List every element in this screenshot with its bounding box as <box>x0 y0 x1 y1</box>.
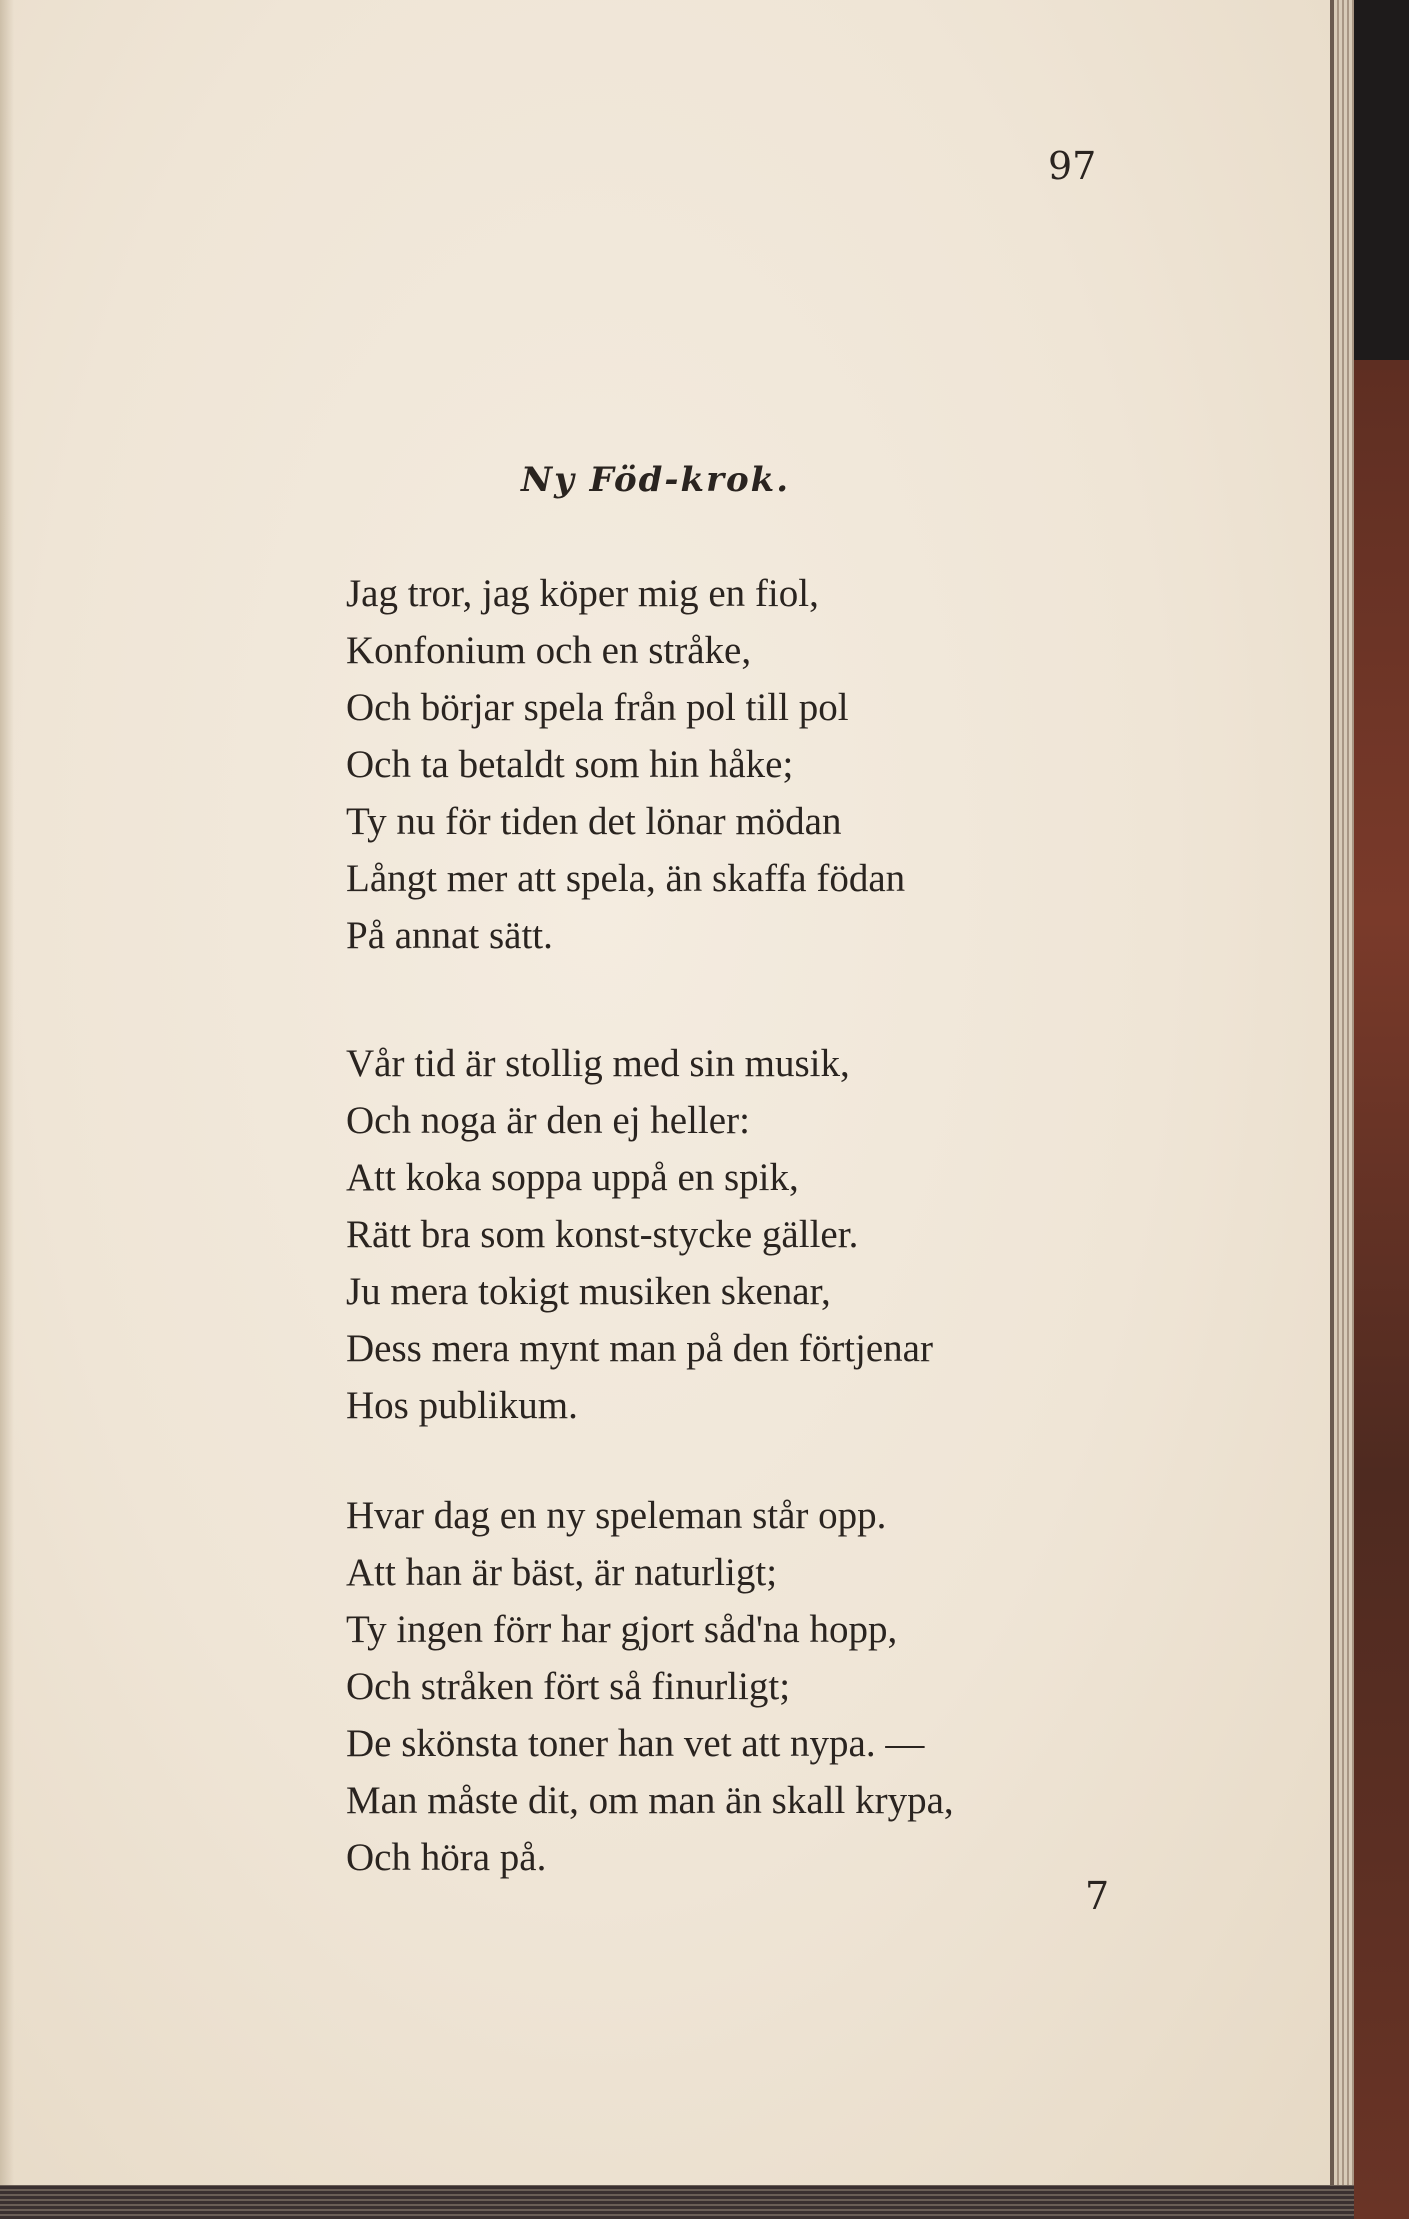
poem-line: Att han är bäst, är naturligt; <box>346 1551 778 1594</box>
poem-line: Rätt bra som konst-stycke gäller. <box>346 1213 859 1256</box>
poem-line: Och noga är den ej heller: <box>346 1099 750 1142</box>
stanza-3 <box>346 1487 1146 1886</box>
book-bottom-edge <box>0 2185 1354 2219</box>
page-edges <box>1334 0 1354 2219</box>
stanza-2 <box>346 1035 1146 1434</box>
page-gutter-shadow <box>0 0 14 2185</box>
poem-line: På annat sätt. <box>346 914 553 957</box>
poem-line: Hvar dag en ny speleman står opp. <box>346 1494 887 1537</box>
poem-title: Ny Föd-krok. <box>521 460 791 500</box>
signature-mark: 7 <box>1085 1874 1110 1918</box>
poem-line: Och stråken fört så finurligt; <box>346 1665 791 1708</box>
poem-line: Jag tror, jag köper mig en fiol, <box>346 572 819 615</box>
poem-line: Och ta betaldt som hin håke; <box>346 743 794 786</box>
poem-line: Och börjar spela från pol till pol <box>346 686 849 729</box>
poem-line: De skönsta toner han vet att nypa. — <box>346 1722 925 1765</box>
poem-line: Hos publikum. <box>346 1384 578 1427</box>
poem-line: Långt mer att spela, än skaffa födan <box>346 857 906 900</box>
stanza-1 <box>346 565 1146 964</box>
page-number: 97 <box>1048 144 1097 188</box>
book-cover-marbled <box>1354 360 1409 2219</box>
book-cover-dark <box>1354 0 1409 360</box>
poem-line: Ju mera tokigt musiken skenar, <box>346 1270 831 1313</box>
poem-line: Man måste dit, om man än skall krypa, <box>346 1779 954 1822</box>
poem-line: Att koka soppa uppå en spik, <box>346 1156 799 1199</box>
poem-line: Och höra på. <box>346 1836 547 1879</box>
poem-line: Vår tid är stollig med sin musik, <box>346 1042 850 1085</box>
poem-line: Ty ingen förr har gjort såd'na hopp, <box>346 1608 898 1651</box>
poem-line: Dess mera mynt man på den förtjenar <box>346 1327 933 1370</box>
poem-line: Ty nu för tiden det lönar mödan <box>346 800 842 843</box>
poem-line: Konfonium och en stråke, <box>346 629 752 672</box>
